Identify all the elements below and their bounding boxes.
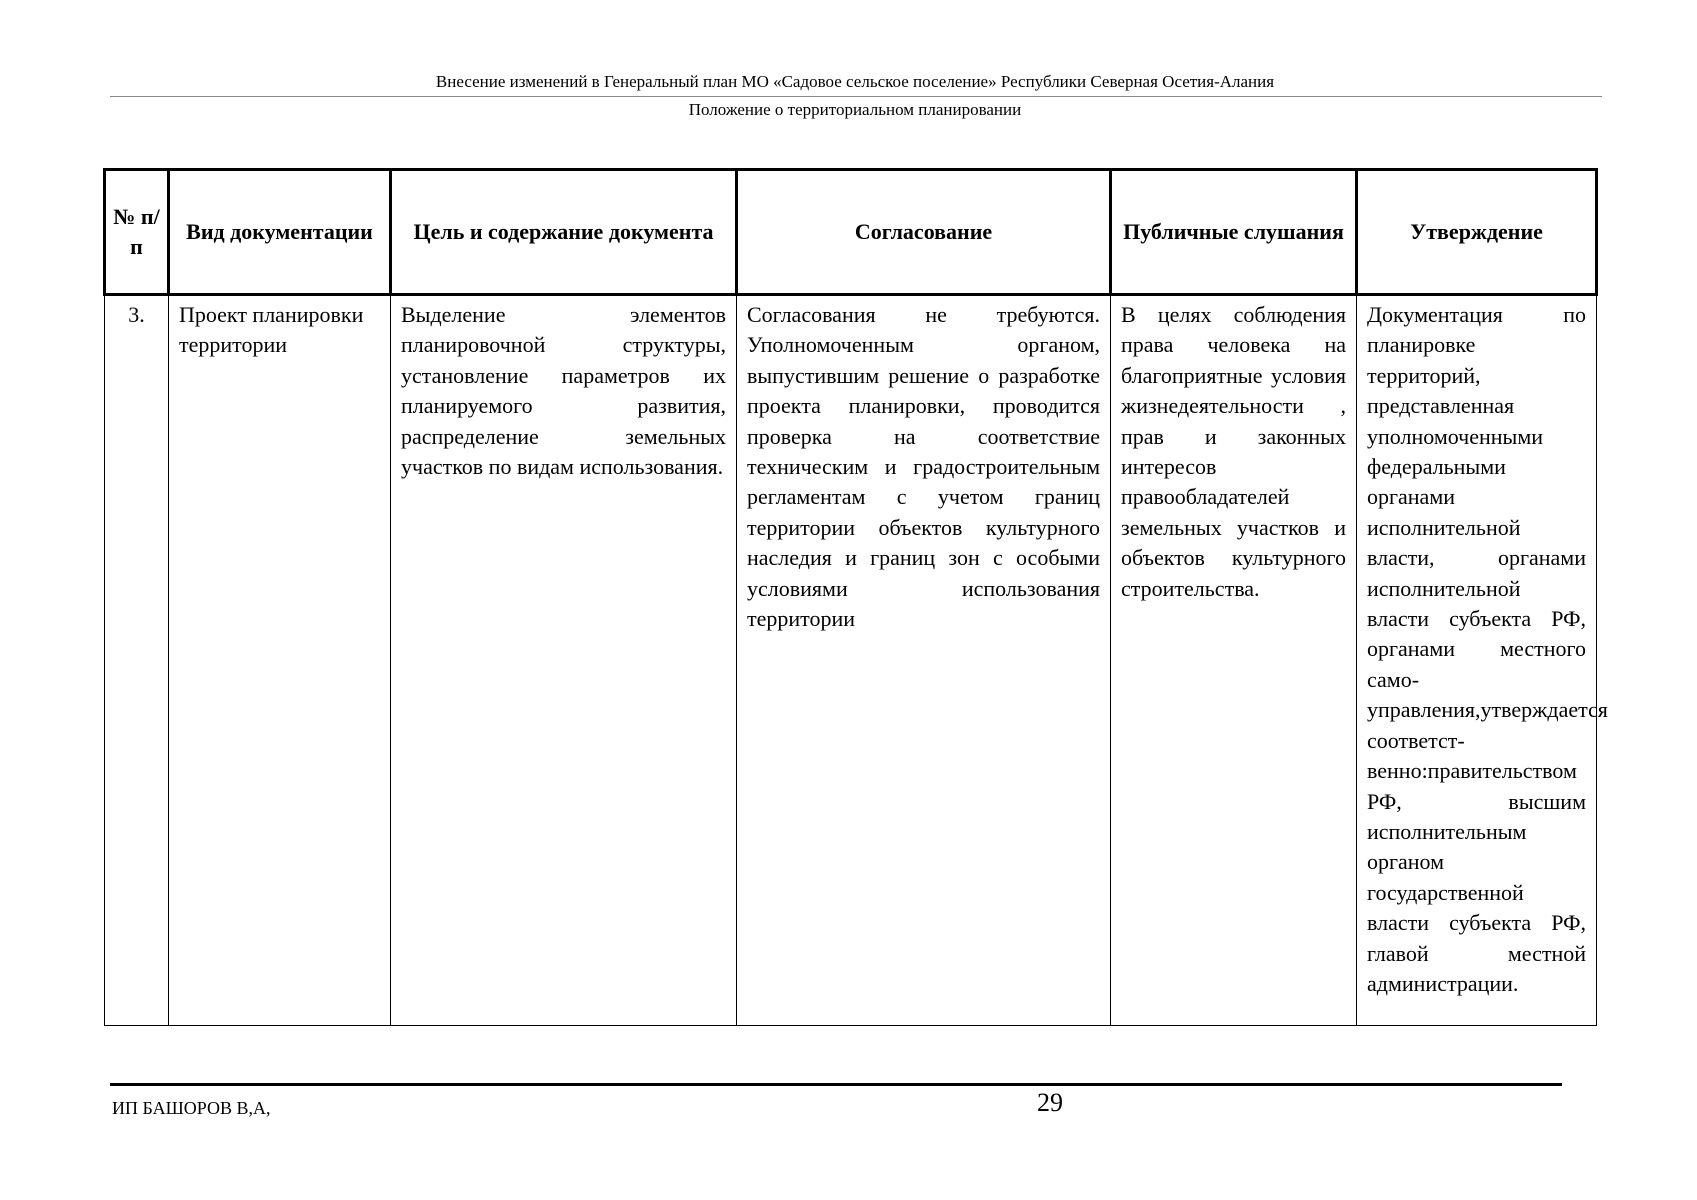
documentation-table (103, 168, 1608, 1026)
col-header-purpose: Цель и содержание документа (391, 170, 737, 295)
table-row (105, 295, 1597, 1026)
cell-purpose: Выделение элементов планировочной структуры, установление параметров их планируемого развития, распределение земельных участков по видам использования. (391, 295, 737, 1026)
col-header-coordination: Согласование (737, 170, 1111, 295)
cell-approval: Документация по планировке территорий, представленная уполномоченными федеральными органами исполнительной власти, органами исполнительной власти субъекта РФ, органами местного само-управления,утверждается соответст-венно:правительством РФ, высшим исполнительным органом государственной власти субъекта РФ, главой местной администрации. (1357, 295, 1597, 1026)
col-header-doc-type: Вид документации (169, 170, 391, 295)
col-header-approval: Утверждение (1357, 170, 1597, 295)
footer-divider (110, 1083, 1562, 1086)
header-title: Внесение изменений в Генеральный план МО «Садовое сельское поселение» Республики Северная Осетия-Алания (435, 72, 1275, 91)
footer-author: ИП БАШОРОВ В,А, (112, 1098, 271, 1118)
cell-coordination: Согласования не требуются. Уполномоченным органом, выпустившим решение о разработке проекта планировки, проводится проверка на соответствие техническим и градостроительным регламентам с учетом границ территории объектов культурного наследия и границ зон с особыми условиями использования территории (737, 295, 1111, 1026)
col-header-public-hearings: Публичные слушания (1111, 170, 1357, 295)
table-header-row (105, 170, 1597, 295)
cell-public-hearings: В целях соблюдения права человека на благоприятные условия жизнедеятельности , прав и законных интересов правообладателей земельных участков и объектов культурного строительства. (1111, 295, 1357, 1026)
col-header-number: № п/п (105, 170, 169, 295)
cell-number: 3. (105, 295, 169, 1026)
cell-doc-type: Проект планировки территории (169, 295, 391, 1026)
page-number: 29 (1037, 1088, 1063, 1117)
header-subtitle: Положение о территориальном планировании (688, 100, 1022, 119)
header-divider (110, 96, 1602, 97)
